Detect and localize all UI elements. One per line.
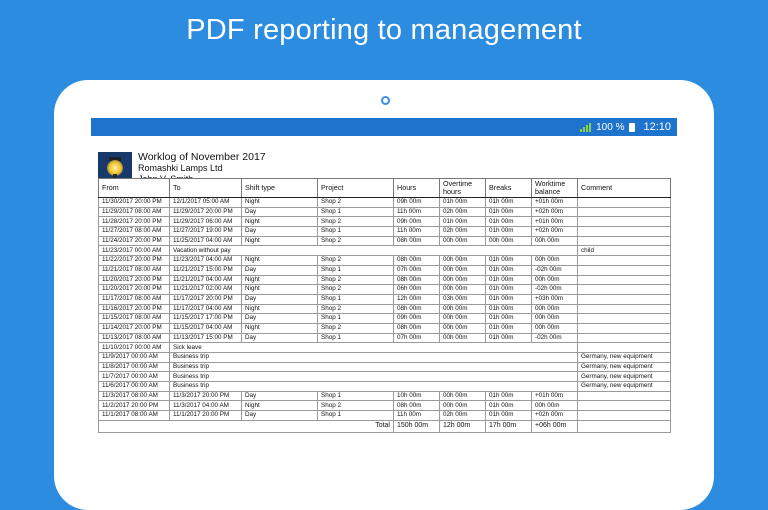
cell-overtime: 00h 00m [440,314,486,324]
cell-comment [578,304,671,314]
cell-shift: Night [242,323,318,333]
cell-to: 11/1/2017 20:00 PM [170,411,242,421]
cell-overtime: 00h 00m [440,304,486,314]
cell-shift: Night [242,256,318,266]
cell-comment: child [578,246,671,256]
cell-breaks: 01h 00m [486,256,532,266]
cell-comment: Germany, new equipment [578,372,671,382]
table-row [99,198,671,208]
company-name: Romashki Lamps Ltd [138,163,223,173]
cell-breaks: 01h 00m [486,275,532,285]
cell-balance: 00h 00m [532,323,578,333]
cell-to: 11/15/2017 17:00 PM [170,314,242,324]
cell-to: 11/29/2017 20:00 PM [170,207,242,217]
column-header: Overtime hours [440,179,486,198]
cell-absence-type: Business trip [170,362,578,372]
cell-to: 11/29/2017 06:00 AM [170,217,242,227]
cell-breaks: 01h 00m [486,207,532,217]
cell-from: 11/24/2017 20:00 PM [99,236,170,246]
cell-to: 11/3/2017 04:00 AM [170,401,242,411]
cell-to: 11/15/2017 04:00 AM [170,323,242,333]
cell-shift: Night [242,198,318,208]
cell-overtime: 01h 00m [440,217,486,227]
cell-shift: Night [242,275,318,285]
cell-breaks: 01h 00m [486,285,532,295]
cell-hours: 11h 00m [394,411,440,421]
cell-to: 11/27/2017 19:00 PM [170,227,242,237]
cell-breaks: 01h 00m [486,304,532,314]
cell-overtime: 02h 00m [440,207,486,217]
table-row [99,227,671,237]
column-header: Hours [394,179,440,198]
cell-from: 11/20/2017 20:00 PM [99,285,170,295]
cell-project: Shop 2 [318,256,394,266]
cell-from: 11/22/2017 20:00 PM [99,256,170,266]
cell-from: 11/10/2017 00:00 AM [99,343,170,353]
cell-from: 11/29/2017 08:00 AM [99,207,170,217]
cell-balance: 00h 00m [532,256,578,266]
cell-project: Shop 1 [318,314,394,324]
table-row [99,265,671,275]
cell-to: 12/1/2017 05:00 AM [170,198,242,208]
cell-breaks: 01h 00m [486,411,532,421]
cell-shift: Night [242,236,318,246]
camera-icon [381,96,390,105]
total-breaks: 17h 00m [486,420,532,432]
cell-from: 11/9/2017 00:00 AM [99,353,170,363]
cell-hours: 08h 00m [394,304,440,314]
cell-comment [578,236,671,246]
cell-hours: 08h 00m [394,323,440,333]
cell-breaks: 00h 00m [486,236,532,246]
cell-overtime: 00h 00m [440,401,486,411]
cell-overtime: 00h 00m [440,265,486,275]
column-header: Project [318,179,394,198]
cell-hours: 09h 00m [394,217,440,227]
cell-breaks: 01h 00m [486,314,532,324]
table-row [99,391,671,401]
cell-shift: Day [242,411,318,421]
column-header: To [170,179,242,198]
cell-from: 11/6/2017 00:00 AM [99,382,170,392]
cell-comment: Germany, new equipment [578,353,671,363]
cell-to: 11/21/2017 04:00 AM [170,275,242,285]
cell-balance: +01h 00m [532,198,578,208]
cell-balance: -02h 00m [532,333,578,343]
cell-project: Shop 1 [318,333,394,343]
cell-to: 11/17/2017 20:00 PM [170,294,242,304]
total-balance: +06h 00m [532,420,578,432]
cell-balance: +02h 00m [532,207,578,217]
cell-breaks: 01h 00m [486,227,532,237]
cell-balance: 00h 00m [532,304,578,314]
column-header: Shift type [242,179,318,198]
cell-shift: Night [242,285,318,295]
document-title: Worklog of November 2017 [138,151,266,163]
table-row [99,372,671,382]
cell-breaks: 01h 00m [486,323,532,333]
cell-balance: -02h 00m [532,265,578,275]
cell-project: Shop 1 [318,207,394,217]
cell-hours: 10h 00m [394,391,440,401]
cell-breaks: 01h 00m [486,294,532,304]
cell-overtime: 00h 00m [440,275,486,285]
cell-from: 11/16/2017 20:00 PM [99,304,170,314]
column-header: From [99,179,170,198]
cell-hours: 08h 00m [394,401,440,411]
column-header: Comment [578,179,671,198]
status-clock: 12:10 [643,121,671,133]
cell-balance: +01h 00m [532,391,578,401]
cell-overtime: 00h 00m [440,323,486,333]
table-row [99,411,671,421]
cell-project: Shop 2 [318,401,394,411]
table-row [99,323,671,333]
cell-from: 11/28/2017 20:00 PM [99,217,170,227]
table-row [99,285,671,295]
cell-comment [578,294,671,304]
table-header [99,179,671,198]
cell-shift: Day [242,227,318,237]
table-row [99,236,671,246]
cell-project: Shop 1 [318,391,394,401]
table-row [99,207,671,217]
cell-comment [578,411,671,421]
cell-comment [578,217,671,227]
cell-breaks: 01h 00m [486,198,532,208]
cell-hours: 11h 00m [394,227,440,237]
cell-to: 11/21/2017 15:00 PM [170,265,242,275]
cell-shift: Day [242,294,318,304]
total-overtime: 12h 00m [440,420,486,432]
cell-from: 11/3/2017 08:00 AM [99,391,170,401]
cell-comment [578,391,671,401]
cell-to: 11/23/2017 04:00 AM [170,256,242,266]
cell-project: Shop 1 [318,411,394,421]
cell-project: Shop 1 [318,227,394,237]
cell-balance: 00h 00m [532,275,578,285]
cell-from: 11/30/2017 20:00 PM [99,198,170,208]
cell-hours: 12h 00m [394,294,440,304]
cell-from: 11/13/2017 08:00 AM [99,333,170,343]
table-row [99,294,671,304]
cell-overtime: 02h 00m [440,227,486,237]
cell-balance: 00h 00m [532,401,578,411]
cell-to: 11/17/2017 04:00 AM [170,304,242,314]
cell-overtime: 03h 00m [440,294,486,304]
table-row [99,333,671,343]
cell-to: 11/13/2017 15:00 PM [170,333,242,343]
cell-from: 11/15/2017 08:00 AM [99,314,170,324]
cell-breaks: 01h 00m [486,217,532,227]
total-comment [578,420,671,432]
cell-from: 11/8/2017 00:00 AM [99,362,170,372]
cell-comment [578,207,671,217]
cell-shift: Night [242,401,318,411]
cell-comment [578,343,671,353]
cell-breaks: 01h 00m [486,333,532,343]
cell-breaks: 01h 00m [486,391,532,401]
cell-project: Shop 1 [318,265,394,275]
cell-comment [578,401,671,411]
cell-to: 11/21/2017 02:00 AM [170,285,242,295]
cell-comment [578,275,671,285]
cell-hours: 09h 00m [394,198,440,208]
cell-from: 11/1/2017 08:00 AM [99,411,170,421]
cell-hours: 08h 00m [394,275,440,285]
cell-balance: +02h 00m [532,411,578,421]
cell-overtime: 01h 00m [440,198,486,208]
battery-level: 100 % [596,121,625,133]
cell-hours: 08h 00m [394,236,440,246]
cell-project: Shop 2 [318,217,394,227]
cell-balance: 00h 00m [532,236,578,246]
cell-comment [578,227,671,237]
headline: PDF reporting to management [186,14,582,46]
cell-project: Shop 2 [318,198,394,208]
tablet-screen [91,118,677,480]
table-row [99,353,671,363]
cell-hours: 06h 00m [394,285,440,295]
cell-overtime: 00h 00m [440,333,486,343]
cell-absence-type: Vacation without pay [170,246,578,256]
cell-hours: 11h 00m [394,207,440,217]
table-row [99,362,671,372]
cell-project: Shop 1 [318,294,394,304]
cell-hours: 08h 00m [394,256,440,266]
worklog-table [98,178,671,433]
cell-from: 11/2/2017 20:00 PM [99,401,170,411]
cell-from: 11/27/2017 08:00 AM [99,227,170,237]
cell-breaks: 01h 00m [486,401,532,411]
cell-from: 11/14/2017 20:00 PM [99,323,170,333]
cell-project: Shop 2 [318,323,394,333]
cell-absence-type: Business trip [170,382,578,392]
cell-from: 11/23/2017 00:00 AM [99,246,170,256]
cell-balance: +01h 00m [532,217,578,227]
cell-shift: Day [242,391,318,401]
cell-overtime: 00h 00m [440,236,486,246]
cell-project: Shop 2 [318,285,394,295]
cell-from: 11/7/2017 00:00 AM [99,372,170,382]
cell-from: 11/21/2017 08:00 AM [99,265,170,275]
cell-comment: Germany, new equipment [578,382,671,392]
cell-balance: -02h 00m [532,285,578,295]
cell-from: 11/17/2017 08:00 AM [99,294,170,304]
cell-to: 11/25/2017 04:00 AM [170,236,242,246]
cell-overtime: 00h 00m [440,285,486,295]
total-row [99,420,671,432]
cell-shift: Day [242,207,318,217]
column-header: Breaks [486,179,532,198]
cell-comment [578,323,671,333]
cell-from: 11/20/2017 20:00 PM [99,275,170,285]
cell-shift: Night [242,217,318,227]
battery-icon [629,123,635,132]
cell-comment: Germany, new equipment [578,362,671,372]
cell-hours: 07h 00m [394,333,440,343]
table-row [99,314,671,324]
cell-to: 11/3/2017 20:00 PM [170,391,242,401]
table-row [99,401,671,411]
cell-project: Shop 2 [318,275,394,285]
cell-balance: +02h 00m [532,227,578,237]
cell-project: Shop 2 [318,304,394,314]
cell-comment [578,256,671,266]
cell-shift: Day [242,333,318,343]
status-bar [91,118,677,136]
table-row [99,246,671,256]
cell-balance: +03h 00m [532,294,578,304]
cell-comment [578,314,671,324]
cell-hours: 09h 00m [394,314,440,324]
cell-comment [578,333,671,343]
cell-hours: 07h 00m [394,265,440,275]
table-row [99,217,671,227]
cell-shift: Day [242,314,318,324]
signal-icon [580,123,591,132]
cell-shift: Day [242,265,318,275]
cell-shift: Night [242,304,318,314]
table-row [99,256,671,266]
total-hours: 150h 00m [394,420,440,432]
column-header: Worktime balance [532,179,578,198]
cell-breaks: 01h 00m [486,265,532,275]
cell-comment [578,198,671,208]
cell-overtime: 00h 00m [440,391,486,401]
table-row [99,304,671,314]
cell-overtime: 00h 00m [440,256,486,266]
cell-overtime: 02h 00m [440,411,486,421]
table-row [99,343,671,353]
cell-comment [578,265,671,275]
cell-comment [578,285,671,295]
cell-absence-type: Business trip [170,353,578,363]
table-row [99,382,671,392]
table-row [99,275,671,285]
cell-balance: 00h 00m [532,314,578,324]
cell-absence-type: Sick leave [170,343,578,353]
cell-absence-type: Business trip [170,372,578,382]
total-label: Total [99,420,394,432]
cell-project: Shop 2 [318,236,394,246]
